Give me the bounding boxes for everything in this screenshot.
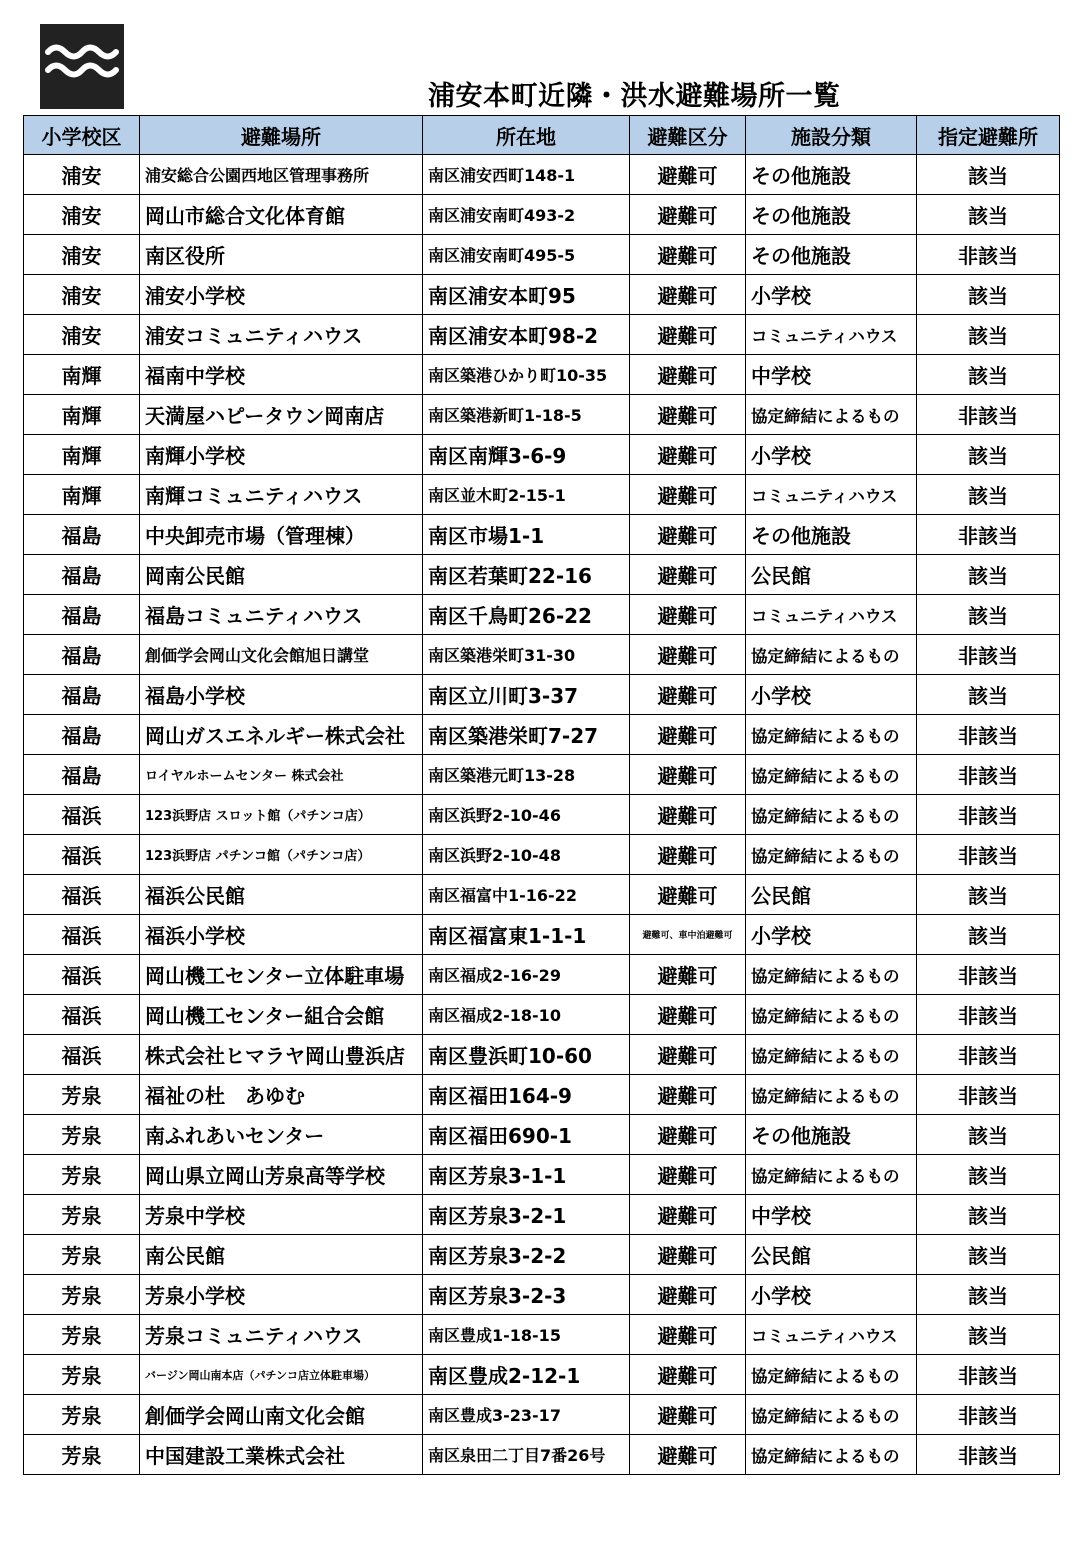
school-district-cell: 芳泉 <box>24 1195 140 1235</box>
shelter-name-cell: 福南中学校 <box>140 355 423 395</box>
school-district-cell: 福浜 <box>24 835 140 875</box>
evacuation-type-cell: 避難可 <box>630 1435 746 1475</box>
evacuation-type-cell: 避難可 <box>630 995 746 1035</box>
column-header-designated-shelter: 指定避難所 <box>917 116 1060 155</box>
designated-shelter-cell: 非該当 <box>917 635 1060 675</box>
shelter-name-cell: 芳泉コミュニティハウス <box>140 1315 423 1355</box>
designated-shelter-cell: 該当 <box>917 355 1060 395</box>
designated-shelter-cell: 該当 <box>917 1315 1060 1355</box>
shelter-name-cell: 天満屋ハピータウン岡南店 <box>140 395 423 435</box>
school-district-cell: 福浜 <box>24 875 140 915</box>
facility-category-cell: 小学校 <box>746 915 917 955</box>
designated-shelter-cell: 非該当 <box>917 835 1060 875</box>
facility-category-cell: その他施設 <box>746 195 917 235</box>
school-district-cell: 南輝 <box>24 355 140 395</box>
address-cell: 南区福富中1-16-22 <box>423 875 630 915</box>
school-district-cell: 福浜 <box>24 1035 140 1075</box>
school-district-cell: 芳泉 <box>24 1075 140 1115</box>
school-district-cell: 福島 <box>24 755 140 795</box>
evacuation-type-cell: 避難可 <box>630 595 746 635</box>
shelter-name-cell: 岡山市総合文化体育館 <box>140 195 423 235</box>
column-header-school-district: 小学校区 <box>24 116 140 155</box>
table-row <box>24 955 1060 995</box>
table-row <box>24 835 1060 875</box>
facility-category-cell: 協定締結によるもの <box>746 1435 917 1475</box>
evacuation-type-cell: 避難可 <box>630 475 746 515</box>
evacuation-type-cell: 避難可 <box>630 1115 746 1155</box>
evacuation-type-cell: 避難可 <box>630 795 746 835</box>
designated-shelter-cell: 該当 <box>917 275 1060 315</box>
designated-shelter-cell: 非該当 <box>917 1355 1060 1395</box>
school-district-cell: 浦安 <box>24 195 140 235</box>
column-header-shelter-name: 避難場所 <box>140 116 423 155</box>
address-cell: 南区浜野2-10-46 <box>423 795 630 835</box>
table-row <box>24 635 1060 675</box>
school-district-cell: 福島 <box>24 595 140 635</box>
facility-category-cell: 協定締結によるもの <box>746 395 917 435</box>
address-cell: 南区千鳥町26-22 <box>423 595 630 635</box>
address-cell: 南区福成2-18-10 <box>423 995 630 1035</box>
evacuation-type-cell: 避難可 <box>630 315 746 355</box>
evacuation-type-cell: 避難可 <box>630 635 746 675</box>
table-row <box>24 195 1060 235</box>
facility-category-cell: 小学校 <box>746 435 917 475</box>
facility-category-cell: 公民館 <box>746 875 917 915</box>
shelter-name-cell: 岡山県立岡山芳泉高等学校 <box>140 1155 423 1195</box>
address-cell: 南区芳泉3-2-2 <box>423 1235 630 1275</box>
table-row <box>24 235 1060 275</box>
table-row <box>24 1155 1060 1195</box>
address-cell: 南区豊成1-18-15 <box>423 1315 630 1355</box>
designated-shelter-cell: 該当 <box>917 1275 1060 1315</box>
facility-category-cell: 中学校 <box>746 355 917 395</box>
shelter-name-cell: 岡山ガスエネルギー株式会社 <box>140 715 423 755</box>
shelter-name-cell: 創価学会岡山南文化会館 <box>140 1395 423 1435</box>
shelter-name-cell: 浦安コミュニティハウス <box>140 315 423 355</box>
facility-category-cell: その他施設 <box>746 1115 917 1155</box>
facility-category-cell: その他施設 <box>746 515 917 555</box>
shelter-name-cell: 福祉の杜 あゆむ <box>140 1075 423 1115</box>
school-district-cell: 福島 <box>24 675 140 715</box>
school-district-cell: 福島 <box>24 635 140 675</box>
table-row <box>24 675 1060 715</box>
facility-category-cell: その他施設 <box>746 235 917 275</box>
address-cell: 南区浦安西町148-1 <box>423 155 630 195</box>
table-row <box>24 1035 1060 1075</box>
table-header-row <box>24 116 1060 155</box>
designated-shelter-cell: 非該当 <box>917 235 1060 275</box>
shelter-name-cell: 岡山機工センター組合会館 <box>140 995 423 1035</box>
evacuation-type-cell: 避難可 <box>630 715 746 755</box>
school-district-cell: 芳泉 <box>24 1315 140 1355</box>
designated-shelter-cell: 非該当 <box>917 1435 1060 1475</box>
facility-category-cell: 協定締結によるもの <box>746 715 917 755</box>
shelter-name-cell: 南公民館 <box>140 1235 423 1275</box>
address-cell: 南区浜野2-10-48 <box>423 835 630 875</box>
designated-shelter-cell: 該当 <box>917 1155 1060 1195</box>
designated-shelter-cell: 非該当 <box>917 995 1060 1035</box>
table-row <box>24 1275 1060 1315</box>
school-district-cell: 福島 <box>24 715 140 755</box>
address-cell: 南区豊成2-12-1 <box>423 1355 630 1395</box>
table-row <box>24 475 1060 515</box>
facility-category-cell: 協定締結によるもの <box>746 835 917 875</box>
facility-category-cell: 小学校 <box>746 675 917 715</box>
designated-shelter-cell: 非該当 <box>917 715 1060 755</box>
school-district-cell: 芳泉 <box>24 1355 140 1395</box>
school-district-cell: 芳泉 <box>24 1235 140 1275</box>
table-row <box>24 1395 1060 1435</box>
facility-category-cell: コミュニティハウス <box>746 595 917 635</box>
shelter-name-cell: 創価学会岡山文化会館旭日講堂 <box>140 635 423 675</box>
table-row <box>24 715 1060 755</box>
table-row <box>24 795 1060 835</box>
table-row <box>24 155 1060 195</box>
facility-category-cell: その他施設 <box>746 155 917 195</box>
table-row <box>24 1435 1060 1475</box>
designated-shelter-cell: 非該当 <box>917 1075 1060 1115</box>
shelter-name-cell: 芳泉小学校 <box>140 1275 423 1315</box>
designated-shelter-cell: 該当 <box>917 1115 1060 1155</box>
table-row <box>24 915 1060 955</box>
facility-category-cell: 小学校 <box>746 1275 917 1315</box>
water-wave-icon <box>40 24 124 109</box>
designated-shelter-cell: 該当 <box>917 155 1060 195</box>
school-district-cell: 福浜 <box>24 955 140 995</box>
evacuation-type-cell: 避難可 <box>630 1075 746 1115</box>
evacuation-type-cell: 避難可 <box>630 555 746 595</box>
evacuation-type-cell: 避難可 <box>630 1155 746 1195</box>
address-cell: 南区豊浜町10-60 <box>423 1035 630 1075</box>
page-title: 浦安本町近隣・洪水避難場所一覧 <box>428 81 841 112</box>
facility-category-cell: 協定締結によるもの <box>746 995 917 1035</box>
school-district-cell: 浦安 <box>24 235 140 275</box>
shelter-name-cell: 福浜公民館 <box>140 875 423 915</box>
school-district-cell: 芳泉 <box>24 1275 140 1315</box>
table-row <box>24 515 1060 555</box>
designated-shelter-cell: 該当 <box>917 1235 1060 1275</box>
evacuation-type-cell: 避難可 <box>630 675 746 715</box>
evacuation-type-cell: 避難可 <box>630 1035 746 1075</box>
address-cell: 南区福田690-1 <box>423 1115 630 1155</box>
school-district-cell: 浦安 <box>24 315 140 355</box>
shelter-name-cell: バージン岡山南本店（パチンコ店立体駐車場） <box>140 1355 423 1395</box>
facility-category-cell: 中学校 <box>746 1195 917 1235</box>
address-cell: 南区築港新町1-18-5 <box>423 395 630 435</box>
designated-shelter-cell: 非該当 <box>917 1395 1060 1435</box>
evacuation-type-cell: 避難可 <box>630 1235 746 1275</box>
evacuation-type-cell: 避難可 <box>630 435 746 475</box>
facility-category-cell: 公民館 <box>746 555 917 595</box>
shelter-name-cell: 福島小学校 <box>140 675 423 715</box>
designated-shelter-cell: 該当 <box>917 435 1060 475</box>
evacuation-type-cell: 避難可 <box>630 1355 746 1395</box>
facility-category-cell: 協定締結によるもの <box>746 635 917 675</box>
shelter-name-cell: 福島コミュニティハウス <box>140 595 423 635</box>
shelter-name-cell: 福浜小学校 <box>140 915 423 955</box>
address-cell: 南区福成2-16-29 <box>423 955 630 995</box>
evacuation-type-cell: 避難可、車中泊避難可 <box>630 915 746 955</box>
table-row <box>24 1235 1060 1275</box>
shelter-name-cell: 123浜野店 パチンコ館（パチンコ店） <box>140 835 423 875</box>
school-district-cell: 芳泉 <box>24 1115 140 1155</box>
address-cell: 南区築港栄町7-27 <box>423 715 630 755</box>
shelter-name-cell: ロイヤルホームセンター 株式会社 <box>140 755 423 795</box>
evacuation-type-cell: 避難可 <box>630 1195 746 1235</box>
table-row <box>24 435 1060 475</box>
designated-shelter-cell: 該当 <box>917 555 1060 595</box>
table-row <box>24 1195 1060 1235</box>
school-district-cell: 福浜 <box>24 995 140 1035</box>
table-row <box>24 875 1060 915</box>
column-header-evacuation-type: 避難区分 <box>630 116 746 155</box>
facility-category-cell: 協定締結によるもの <box>746 1075 917 1115</box>
school-district-cell: 浦安 <box>24 275 140 315</box>
address-cell: 南区浦安南町495-5 <box>423 235 630 275</box>
address-cell: 南区市場1-1 <box>423 515 630 555</box>
school-district-cell: 浦安 <box>24 155 140 195</box>
shelter-name-cell: 芳泉中学校 <box>140 1195 423 1235</box>
school-district-cell: 福島 <box>24 515 140 555</box>
designated-shelter-cell: 該当 <box>917 1195 1060 1235</box>
school-district-cell: 芳泉 <box>24 1395 140 1435</box>
designated-shelter-cell: 非該当 <box>917 955 1060 995</box>
evacuation-type-cell: 避難可 <box>630 515 746 555</box>
table-row <box>24 395 1060 435</box>
address-cell: 南区芳泉3-2-3 <box>423 1275 630 1315</box>
address-cell: 南区福富東1-1-1 <box>423 915 630 955</box>
table-row <box>24 1075 1060 1115</box>
school-district-cell: 芳泉 <box>24 1435 140 1475</box>
table-row <box>24 1355 1060 1395</box>
evacuation-type-cell: 避難可 <box>630 155 746 195</box>
designated-shelter-cell: 非該当 <box>917 755 1060 795</box>
evacuation-type-cell: 避難可 <box>630 755 746 795</box>
evacuation-type-cell: 避難可 <box>630 875 746 915</box>
designated-shelter-cell: 該当 <box>917 915 1060 955</box>
evacuation-type-cell: 避難可 <box>630 235 746 275</box>
shelter-name-cell: 岡南公民館 <box>140 555 423 595</box>
shelter-name-cell: 南区役所 <box>140 235 423 275</box>
column-header-facility-category: 施設分類 <box>746 116 917 155</box>
address-cell: 南区浦安南町493-2 <box>423 195 630 235</box>
facility-category-cell: 協定締結によるもの <box>746 1035 917 1075</box>
address-cell: 南区並木町2-15-1 <box>423 475 630 515</box>
designated-shelter-cell: 該当 <box>917 195 1060 235</box>
table-body <box>24 155 1060 1475</box>
address-cell: 南区芳泉3-1-1 <box>423 1155 630 1195</box>
address-cell: 南区南輝3-6-9 <box>423 435 630 475</box>
school-district-cell: 福島 <box>24 555 140 595</box>
school-district-cell: 南輝 <box>24 475 140 515</box>
shelter-name-cell: 南輝小学校 <box>140 435 423 475</box>
facility-category-cell: 協定締結によるもの <box>746 755 917 795</box>
designated-shelter-cell: 非該当 <box>917 515 1060 555</box>
address-cell: 南区築港ひかり町10-35 <box>423 355 630 395</box>
evacuation-type-cell: 避難可 <box>630 395 746 435</box>
table-row <box>24 315 1060 355</box>
shelter-name-cell: 南ふれあいセンター <box>140 1115 423 1155</box>
designated-shelter-cell: 非該当 <box>917 395 1060 435</box>
facility-category-cell: 小学校 <box>746 275 917 315</box>
evacuation-type-cell: 避難可 <box>630 955 746 995</box>
table-row <box>24 1315 1060 1355</box>
table-row <box>24 355 1060 395</box>
address-cell: 南区福田164-9 <box>423 1075 630 1115</box>
table-row <box>24 275 1060 315</box>
facility-category-cell: 協定締結によるもの <box>746 955 917 995</box>
evacuation-type-cell: 避難可 <box>630 355 746 395</box>
address-cell: 南区浦安本町98-2 <box>423 315 630 355</box>
evacuation-type-cell: 避難可 <box>630 195 746 235</box>
facility-category-cell: 協定締結によるもの <box>746 1155 917 1195</box>
school-district-cell: 南輝 <box>24 395 140 435</box>
table-row <box>24 1115 1060 1155</box>
school-district-cell: 福浜 <box>24 915 140 955</box>
address-cell: 南区芳泉3-2-1 <box>423 1195 630 1235</box>
address-cell: 南区立川町3-37 <box>423 675 630 715</box>
address-cell: 南区豊成3-23-17 <box>423 1395 630 1435</box>
evacuation-type-cell: 避難可 <box>630 275 746 315</box>
designated-shelter-cell: 該当 <box>917 475 1060 515</box>
address-cell: 南区築港元町13-28 <box>423 755 630 795</box>
evacuation-type-cell: 避難可 <box>630 1315 746 1355</box>
address-cell: 南区浦安本町95 <box>423 275 630 315</box>
shelter-name-cell: 南輝コミュニティハウス <box>140 475 423 515</box>
address-cell: 南区築港栄町31-30 <box>423 635 630 675</box>
evacuation-type-cell: 避難可 <box>630 1395 746 1435</box>
facility-category-cell: 公民館 <box>746 1235 917 1275</box>
facility-category-cell: 協定締結によるもの <box>746 795 917 835</box>
designated-shelter-cell: 非該当 <box>917 795 1060 835</box>
designated-shelter-cell: 該当 <box>917 675 1060 715</box>
table-row <box>24 595 1060 635</box>
address-cell: 南区泉田二丁目7番26号 <box>423 1435 630 1475</box>
shelter-table <box>23 115 1060 1475</box>
shelter-name-cell: 中央卸売市場（管理棟） <box>140 515 423 555</box>
designated-shelter-cell: 該当 <box>917 315 1060 355</box>
designated-shelter-cell: 非該当 <box>917 1035 1060 1075</box>
facility-category-cell: コミュニティハウス <box>746 315 917 355</box>
facility-category-cell: コミュニティハウス <box>746 1315 917 1355</box>
designated-shelter-cell: 該当 <box>917 875 1060 915</box>
shelter-name-cell: 中国建設工業株式会社 <box>140 1435 423 1475</box>
school-district-cell: 福浜 <box>24 795 140 835</box>
table-row <box>24 995 1060 1035</box>
shelter-name-cell: 株式会社ヒマラヤ岡山豊浜店 <box>140 1035 423 1075</box>
shelter-name-cell: 岡山機工センター立体駐車場 <box>140 955 423 995</box>
evacuation-type-cell: 避難可 <box>630 1275 746 1315</box>
facility-category-cell: 協定締結によるもの <box>746 1395 917 1435</box>
table-row <box>24 555 1060 595</box>
shelter-name-cell: 123浜野店 スロット館（パチンコ店） <box>140 795 423 835</box>
school-district-cell: 芳泉 <box>24 1155 140 1195</box>
facility-category-cell: コミュニティハウス <box>746 475 917 515</box>
facility-category-cell: 協定締結によるもの <box>746 1355 917 1395</box>
address-cell: 南区若葉町22-16 <box>423 555 630 595</box>
shelter-name-cell: 浦安総合公園西地区管理事務所 <box>140 155 423 195</box>
table-row <box>24 755 1060 795</box>
evacuation-type-cell: 避難可 <box>630 835 746 875</box>
school-district-cell: 南輝 <box>24 435 140 475</box>
column-header-address: 所在地 <box>423 116 630 155</box>
designated-shelter-cell: 該当 <box>917 595 1060 635</box>
shelter-name-cell: 浦安小学校 <box>140 275 423 315</box>
